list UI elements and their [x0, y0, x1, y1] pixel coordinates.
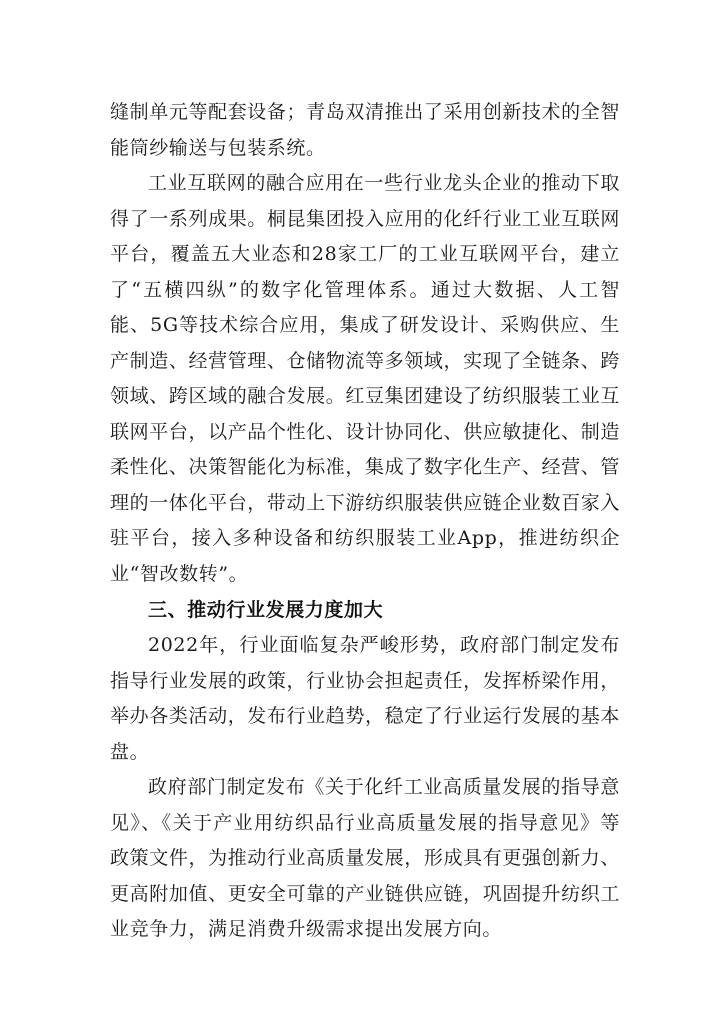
paragraph: 政府部门制定发布《关于化纤工业高质量发展的指导意见》、《关于产业用纺织品行业高质量发展的指导意见》等政策文件，为推动行业高质量发展，形成具有更强创新力、更高附加值、更安全可靠的产业链供应链，巩固提升纺织工业竞争力，满足消费升级需求提出发展方向。 — [110, 776, 620, 940]
paragraph: 2022年，行业面临复杂严峻形势，政府部门制定发布指导行业发展的政策，行业协会担起责任，发挥桥梁作用，举办各类活动，发布行业趋势，稳定了行业运行发展的基本盘。 — [110, 634, 620, 763]
section-heading: 三、推动行业发展力度加大 — [148, 599, 384, 621]
paragraph: 缝制单元等配套设备；青岛双清推出了采用创新技术的全智能筒纱输送与包装系统。 — [110, 101, 620, 159]
document-body — [110, 95, 620, 948]
paragraph: 工业互联网的融合应用在一些行业龙头企业的推动下取得了一系列成果。桐昆集团投入应用的化纤行业工业互联网平台，覆盖五大业态和28家工厂的工业互联网平台，建立了“五横四纵”的数字化管理体系。通过大数据、人工智能、5G等技术综合应用，集成了研发设计、采购供应、生产制造、经营管理、仓储物流等多领域，实现了全链条、跨领域、跨区域的融合发展。红豆集团建设了纺织服装工业互联网平台，以产品个性化、设计协同化、供应敏捷化、制造柔性化、决策智能化为标准，集成了数字化生产、经营、管理的一体化平台，带动上下游纺织服装供应链企业数百家入驻平台，接入多种设备和纺织服装工业App，推进纺织企业“智改数转”。 — [110, 172, 620, 585]
